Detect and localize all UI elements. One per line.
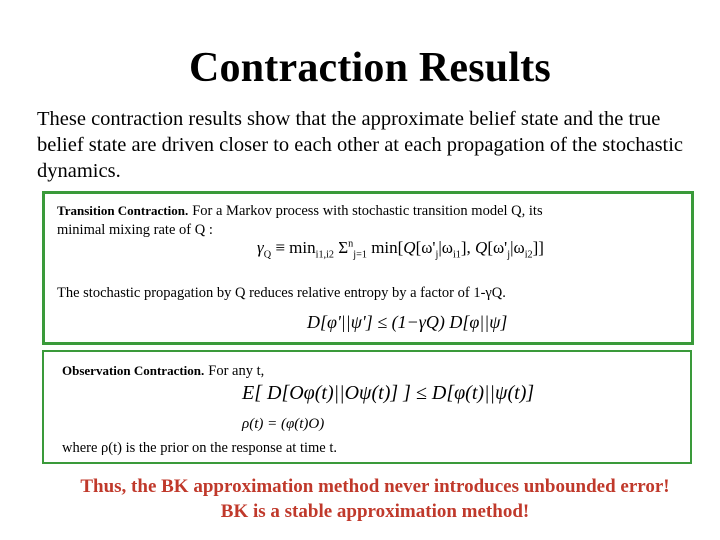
intro-text: These contraction results show that the approximate belief state and the true belief state are driven closer to each other at each propagation of the stochastic dynamics. [37,108,684,182]
entropy-inequality: D[φ'||ψ'] ≤ (1−γQ) D[φ||ψ] [307,312,508,332]
mixing-rate-formula: $\gamma_Q \equiv \min_{i1,i2} \Sigma^n_{j=1}$ $\min[Q[\omega'_j|\omega_{i1}]$, $Q[\omega'_j|\omega_{i2}]$] [257,238,544,261]
observation-text: Observation Contraction. For any t, [62,363,265,379]
slide-title: Contraction Results [189,45,551,91]
propagation-text: The stochastic propagation by Q reduces relative entropy by a factor of 1-γQ. [57,285,506,301]
prior-formula: ρ(t) = (φ(t)O) [242,416,325,432]
conclusion [0,474,720,524]
transition-label: Transition Contraction. [57,203,189,218]
transition-text-line1: Transition Contraction. For a Markov process with stochastic transition model Q, its [57,203,543,219]
transition-text-line2: minimal mixing rate of Q : [57,222,213,238]
observation-inequality: E[ D[Oφ(t)||Oψ(t)] ] ≤ D[φ(t)||ψ(t)] [242,382,535,404]
conclusion-line2: BK is a stable approximation method! [220,501,530,522]
conclusion-line1: Thus, the BK approximation method never introduces unbounded error! [80,476,670,497]
transition-contraction-box [42,191,694,345]
observation-contraction-box [42,350,692,464]
observation-footer: where ρ(t) is the prior on the response at time t. [62,440,338,456]
observation-label: Observation Contraction. [62,363,205,378]
